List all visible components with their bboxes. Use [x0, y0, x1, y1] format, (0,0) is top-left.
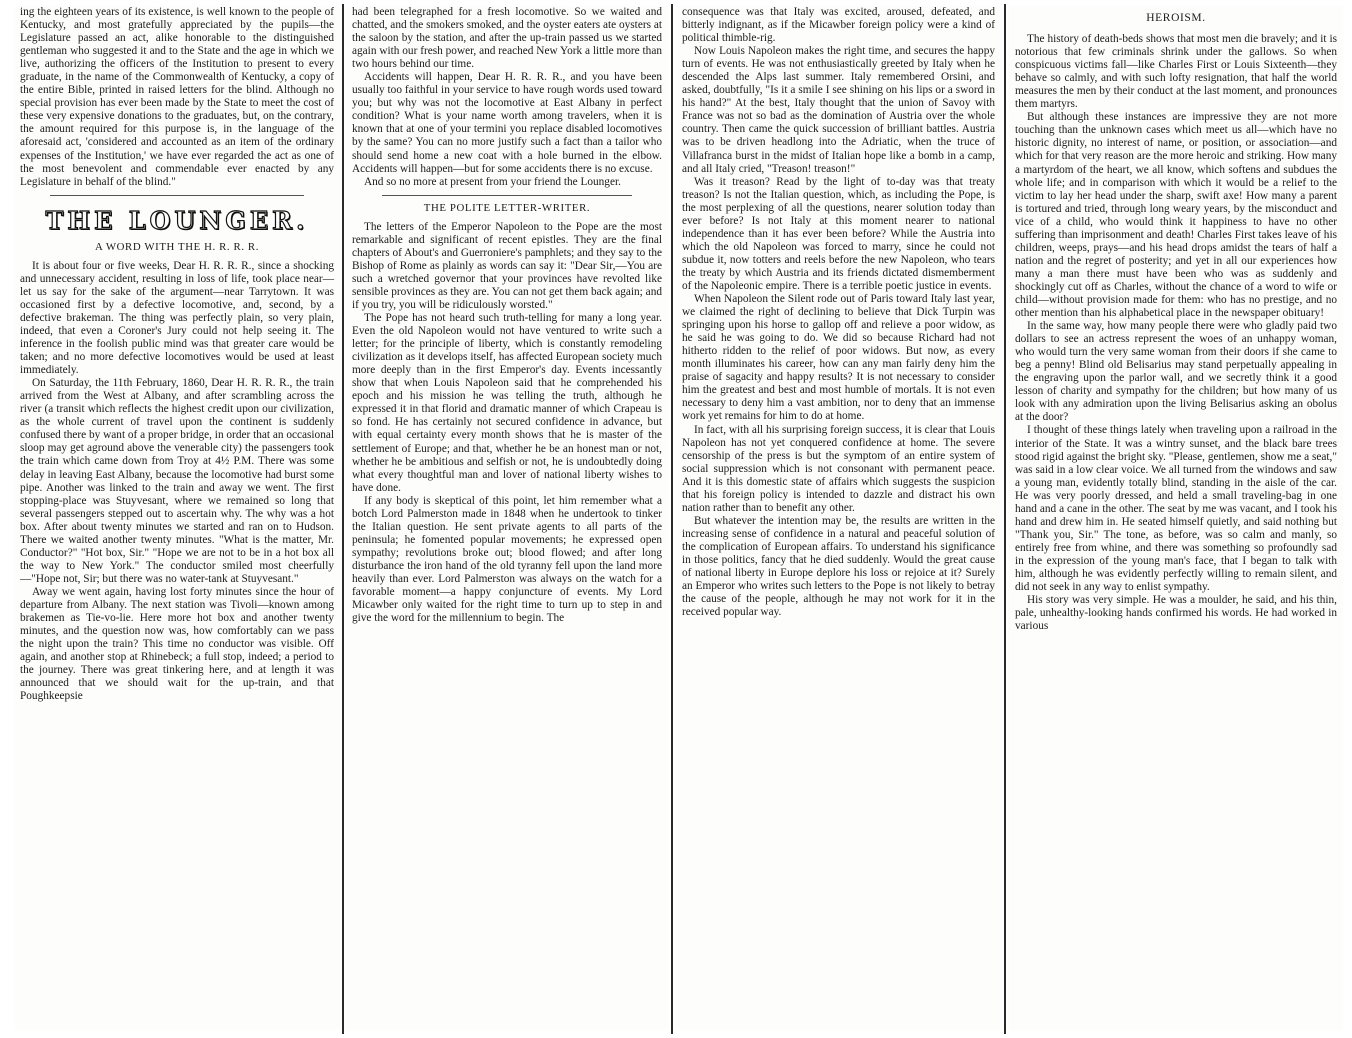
- column-2: [346, 6, 668, 1030]
- article-paragraph: ing the eighteen years of its existence, is well known to the people of Kentucky, and most gratefully appreciated by the pupils—the Legislature passed an act, alike honorable to the distinguished gentleman who suggested it and to the State and the age in which we live, authorizing the officers of the Institution to present to every graduate, in the name of the Commonwealth of Kentucky, a copy of the entire Bible, printed in raised letters for the blind. Although no special provision has ever been made by the State to meet the cost of these very expensive donations to the graduates, but, on the contrary, the amount required for this purpose is, in the language of the aforesaid act, 'considered and accounted as an item of the ordinary expenses of the Institution,' we have ever regarded the act as one of the most benevolent and commendable ever enacted by any Legislature in behalf of the blind.": [20, 6, 334, 188]
- column-rule: [1004, 4, 1006, 1034]
- article-paragraph: The letters of the Emperor Napoleon to the Pope are the most remarkable and significant of recent epistles. They are the final chapters of About's and Guerroniere's pamphlets; and they say to the Bishop of Rome as plainly as words can say it: "Dear Sir,—You are such a wretched governor that your provinces have revolted like sensible provinces as they are. You can not get them back again; and if you try, you will be ridiculously worsted.": [352, 220, 662, 311]
- article-heading: A WORD WITH THE H. R. R. R.: [94, 240, 260, 253]
- column-4: [1009, 6, 1343, 1030]
- article-heading: THE POLITE LETTER-WRITER.: [423, 201, 591, 214]
- article-paragraph: Was it treason? Read by the light of to-day was that treaty treason? Is not the Italian question, which, as including the Pope, is the most perplexing of all the questions, nearer solution today than ever before? Is not Italy at this moment nearer to national independence than it has ever been before? While the Austria into which the old Napoleon was forced to marry, since he could not subdue it, now totters and reels before the new Napoleon, who tears the treaty by which Austria and its friends dictated dismemberment of the Napoleonic empire. There is a terrible poetic justice in events.: [682, 175, 995, 292]
- section-masthead: THE LOUNGER.: [45, 205, 309, 235]
- article-paragraph: If any body is skeptical of this point, let him remember what a botch Lord Palmerston made in 1848 when he undertook to tinker the Italian question. He sent private agents to all parts of the peninsula; he fomented popular movements; he expressed open sympathy; revolutions broke out; blood flowed; and after long disturbance the iron hand of the old tyranny fell upon the land more heavily than ever. Lord Palmerston was always on the watch for a favorable moment—a happy conjuncture of events. My Lord Micawber only waited for the right time to turn up to step in and give the word for the millennium to begin. The: [352, 494, 662, 625]
- column-rule: [342, 4, 344, 1034]
- article-paragraph: When Napoleon the Silent rode out of Paris toward Italy last year, we claimed the right of declining to believe that Dick Turpin was springing upon his horse to gallop off and relieve a poor widow, as he said he was going to do. We did so because Richard had not hitherto ridden to the relief of poor widows. But now, as every month illuminates his career, how can any man fairly deny him the praise of sagacity and happy results? It is not necessary to consider him the greatest and best and most humble of mortals. It is not even necessary to deny him a vast ambition, nor to deny that an immense work yet remains for him to do at home.: [682, 293, 995, 423]
- article-paragraph: But whatever the intention may be, the results are written in the increasing sense of confidence in a natural and peaceful solution of the complication of European affairs. To understand his significance in those politics, fancy that he died suddenly. Would the great cause of national liberty in Europe deplore his loss or rejoice at it? Surely an Emperor who writes such letters to the Pope is not likely to betray the cause of the people, although he may not work for it in the received popular way.: [682, 514, 995, 619]
- section-divider: [50, 195, 304, 196]
- article-paragraph: consequence was that Italy was excited, aroused, defeated, and bitterly indignant, as if the Micawber foreign policy were a kind of political thimble-rig.: [682, 6, 995, 45]
- section-divider: [382, 195, 632, 196]
- article-paragraph: It is about four or five weeks, Dear H. R. R. R., since a shocking and unnecessary accident, resulting in loss of life, took place near—let us say for the sake of the argument—near Tarrytown. It was occasioned first by a defective locomotive, and, second, by a defective brakeman. The thing was perfectly plain, so very plain, indeed, that even a Coroner's Jury could not help seeing it. The inference in the foolish public mind was that greater care would be taken; and no more defective locomotives would be used at least immediately.: [20, 259, 334, 377]
- article-heading: HEROISM.: [1146, 12, 1206, 24]
- article-paragraph: Now Louis Napoleon makes the right time, and secures the happy turn of events. He was not enthusiastically greeted by Italy when he descended the Alps last summer. Italy remembered Orsini, and asked, doubtfully, "Is it a smile I see shining on his lips or a sword in his hand?" At the best, Italy thought that the union of Savoy with France was not so bad as the domination of Austria over the whole country. Then came the quick succession of brilliant battles. Austria was to be driven headlong into the Adriatic, when the truce of Villafranca burst in the midst of Italian hope like a bomb in a camp, and all Italy cried, "Treason! treason!": [682, 45, 995, 175]
- column-1: [14, 6, 340, 1030]
- article-paragraph: had been telegraphed for a fresh locomotive. So we waited and chatted, and the smokers smoked, and the oyster eaters ate oysters at the saloon by the station, and after the up-train passed us we started again with our fresh power, and reached New York a little more than two hours behind our time.: [352, 6, 662, 71]
- article-paragraph: And so no more at present from your friend the Lounger.: [364, 175, 621, 188]
- article-paragraph: Away we went again, having lost forty minutes since the hour of departure from Albany. The next station was Tivoli—known among brakemen as Tie-vo-lie. Here more hot box and another twenty minutes, and the question now was, how comfortably can we pass the night upon the train? This time no conductor was visible. Off again, and another stop at Rhinebeck; a full stop, indeed; a period to the journey. There was great tinkering here, and at length it was announced that we should wait for the up-train, and that Poughkeepsie: [20, 585, 334, 703]
- column-rule: [671, 4, 673, 1034]
- column-3: [676, 6, 1001, 1030]
- article-paragraph: The Pope has not heard such truth-telling for many a long year. Even the old Napoleon would not have ventured to write such a letter; for the principle of liberty, which is constantly remodeling civilization as it develops itself, has affected European society much more deeply than in the first Emperor's day. Events incessantly show that when Louis Napoleon said that he comprehended his epoch and his mission he was telling the truth, although he expressed it in that florid and dramatic manner of which Crapeau is so fond. He has certainly not secured confidence in advance, but with equal certainty every month shows that he is master of the settlement of Europe; and that, whether he be an honest man or not, whether he be ambitious and selfish or not, he is undoubtedly doing what every thoughtful man and lover of national liberty wishes to have done.: [352, 312, 662, 494]
- article-paragraph: I thought of these things lately when traveling upon a railroad in the interior of the State. It was a wintry sunset, and the black bare trees stood rigid against the bright sky. "Please, gentlemen, show me a seat," was said in a low clear voice. We all turned from the windows and saw a young man, evidently totally blind, standing in the aisle of the car. He was very poorly dressed, and held a small traveling-bag in one hand and a cane in the other. The seat by me was vacant, and I took his hand and drew him in. He seated himself quietly, and said nothing but "Thank you, Sir." The tone, as before, was so calm and manly, so entirely free from whine, and there was something so profoundly sad in the expression of the young man's face, that I began to talk with him, although he was evidently perfectly willing to remain silent, and did not seek in any way to enlist sympathy.: [1015, 424, 1337, 594]
- article-paragraph: But although these instances are impressive they are not more touching than the unknown cases which meet us all—which have no historic dignity, no interest of name, or position, or association—and which for that very reason are the more heroic and striking. How many a martyrdom of the heart, we all know, which softens and subdues the whole life; and in comparison with which it would be a relief to the victim to lay her head under the sharp, swift axe! How many a parent is tortured and tried, through long weary years, by the misconduct and vice of a child, who would think it happiness to have no other suffering than imprisonment and death! Charles First takes leave of his children, weeps, prays—and his head drops amidst the tears of half a nation and the regret of posterity; and yet in all our experiences how many a man there must have been who was as suddenly and shockingly cut off as Charles, without the chance of a word to wife or child—without provision made for them: who has no prestige, and no other mention than his alphabetical place in the newspaper obituary!: [1015, 111, 1337, 320]
- article-paragraph: Accidents will happen, Dear H. R. R. R., and you have been usually too faithful in your service to have rough words used toward you; but why was not the locomotive at East Albany in perfect condition? What is your name worth among travelers, when it is known that at one of your termini you replace disabled locomotives by the same? You can no more justify such a fact than a tailor who should send home a new coat with a hole burned in the elbow. Accidents will happen—but for some accidents there is no excuse.: [352, 71, 662, 175]
- article-paragraph: On Saturday, the 11th February, 1860, Dear H. R. R. R., the train arrived from the West at Albany, and after scrambling across the river (a transit which reflects the highest credit upon our civilization, as the whole current of travel upon the continent is suddenly confused there by want of a proper bridge, in order that an occasional sloop may get aground above the venerable city) the passengers took the train which came down from Troy at 4½ P.M. There was some delay in leaving East Albany, because the locomotive had burst some pipe. Another was linked to the train and away we went. The first stopping-place was Stuyvesant, where we remained so long that several passengers stepped out to ascertain why. The why was a hot box. After about twenty minutes we started and ran on to Hudson. There we waited another twenty minutes. "What is the matter, Mr. Conductor?" "Hot box, Sir." "Hope we are not to be in a hot box all the way to New York." The conductor smiled most cheerfully—"Hope not, Sir; but there was no water-tank at Stuyvesant.": [20, 377, 334, 585]
- article-paragraph: In the same way, how many people there were who gladly paid two dollars to see an actress represent the woes of an unhappy woman, who would turn the very same woman from their doors if she came to beg a penny! Blind old Belisarius may stand perpetually appealing in the engraving upon the parlor wall, and we secretly think it a good lesson of charity and sympathy for the children; but how many of us look with any admiration upon the living Belisarius asking an obolus at the door?: [1015, 320, 1337, 424]
- article-paragraph: The history of death-beds shows that most men die bravely; and it is notorious that few criminals shrink under the gallows. So when conspicuous victims fall—like Charles First or Louis Sixteenth—they behave so calmly, and with such lofty resignation, that half the world measures the men by their conduct at the last moment, and pronounces them martyrs.: [1015, 33, 1337, 111]
- article-paragraph: In fact, with all his surprising foreign success, it is clear that Louis Napoleon has not yet conquered confidence at home. The severe censorship of the press is but the symptom of an entire system of social suppression which is not consonant with permanent peace. And it is this domestic state of affairs which suggests the suspicion that his foreign policy is intended to dazzle and distract his own nation rather than to benefit any other.: [682, 423, 995, 514]
- article-paragraph: His story was very simple. He was a moulder, he said, and his thin, pale, unhealthy-looking hands confirmed his words. He had worked in various: [1015, 594, 1337, 633]
